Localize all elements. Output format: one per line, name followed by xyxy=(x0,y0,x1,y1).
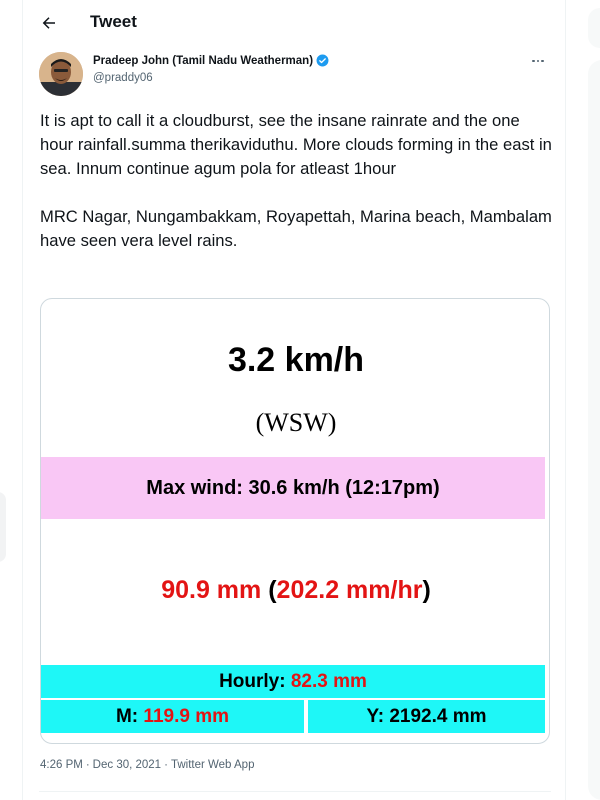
wind-speed: 3.2 km/h xyxy=(227,341,365,379)
tweet-text: It is apt to call it a cloudburst, see the insane rainrate and the one hour rainfall.summa therikaviduthu. More clouds forming in the east in sea. Innum continue agum pola for atleast 1hour MRC Nagar, Nungambakkam, Royapettah, Marina beach, Mambalam have seen vera level rains. xyxy=(40,111,552,250)
year-text: Y: 2192.4 mm xyxy=(366,705,487,727)
max-wind-band xyxy=(41,457,545,519)
weather-station-image[interactable] xyxy=(40,298,550,744)
tweet-date[interactable]: Dec 30, 2021 xyxy=(92,759,162,771)
wind-direction: (WSW) xyxy=(255,408,337,437)
rain-total-line xyxy=(41,576,550,605)
rain-rate: 202.2 mm/hr xyxy=(276,576,423,604)
more-horizontal-icon[interactable] xyxy=(526,54,550,68)
right-search-box[interactable] xyxy=(588,8,600,48)
divider xyxy=(39,791,551,792)
arrow-left-icon[interactable] xyxy=(37,11,61,35)
hourly-label: Hourly: xyxy=(219,670,286,692)
tweet-timestamp xyxy=(40,759,254,771)
left-gutter xyxy=(0,0,22,800)
page-header xyxy=(23,0,567,46)
verified-badge-icon xyxy=(316,54,329,67)
separator-dot: · xyxy=(164,759,168,771)
rain-rate-open: ( xyxy=(268,576,277,604)
month-label: M: xyxy=(115,705,139,727)
tweet-source[interactable]: Twitter Web App xyxy=(170,759,255,771)
rain-rate-close: ) xyxy=(422,576,431,604)
avatar[interactable] xyxy=(39,52,83,96)
right-trends-panel xyxy=(588,60,600,800)
monthly-yearly-row xyxy=(41,700,545,733)
rain-total: 90.9 mm xyxy=(161,576,262,604)
month-value: 119.9 mm xyxy=(143,705,229,727)
author-name[interactable]: Pradeep John (Tamil Nadu Weatherman) xyxy=(93,54,314,67)
hourly-value: 82.3 mm xyxy=(290,670,367,692)
hourly-band xyxy=(41,665,545,698)
tweet-time[interactable]: 4:26 PM xyxy=(40,759,83,771)
max-wind-text: Max wind: 30.6 km/h (12:17pm) xyxy=(146,476,440,499)
yearly-cell xyxy=(308,700,545,733)
author-handle[interactable]: @praddy06 xyxy=(93,72,153,84)
page-title: Tweet xyxy=(90,12,137,31)
separator-dot: · xyxy=(85,759,90,771)
author-name-row[interactable] xyxy=(93,54,329,67)
monthly-cell xyxy=(41,700,304,733)
left-panel-edge xyxy=(0,492,6,562)
tweet-column xyxy=(22,0,566,800)
